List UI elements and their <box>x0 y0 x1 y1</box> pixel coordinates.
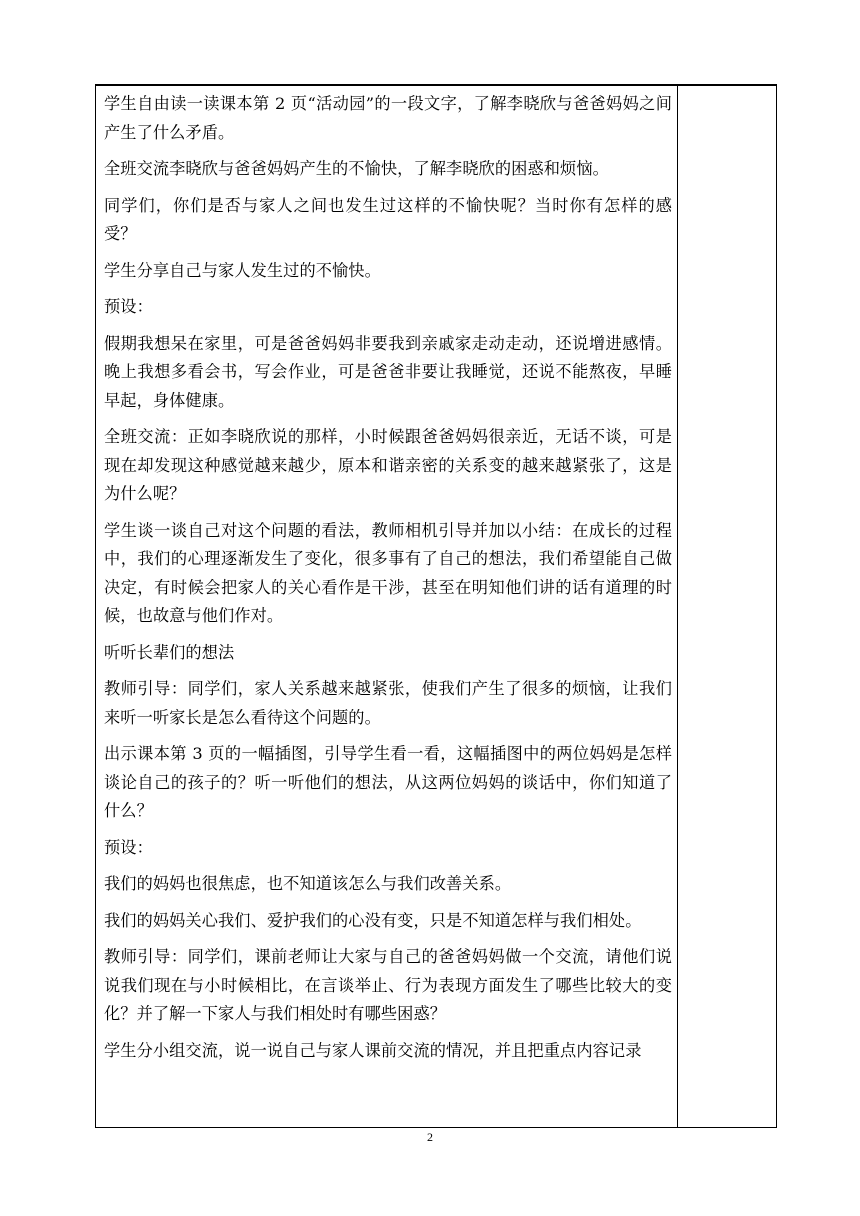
column-divider <box>677 86 678 1127</box>
paragraph: 预设： <box>104 837 153 857</box>
paragraph: 学生分享自己与家人发生过的不愉快。 <box>104 260 381 280</box>
paragraph: 全班交流李晓欣与爸爸妈妈产生的不愉快，了解李晓欣的困惑和烦恼。 <box>104 159 609 178</box>
paragraph: 我们的妈妈也很焦虑，也不知道该怎么与我们改善关系。 <box>104 874 512 893</box>
paragraph: 出示课本第 3 页的一幅插图，引导学生看一看，这幅插图中的两位妈妈是怎样谈论自己的孩子的？听一听他们的想法，从这两位妈妈的谈话中，你们知道了什么？ <box>104 744 672 820</box>
paragraph: 学生分小组交流，说一说自己与家人课前交流的情况，并且把重点内容记录 <box>104 1040 642 1060</box>
paragraph: 学生自由读一读课本第 2 页“活动园”的一段文字，了解李晓欣与爸爸妈妈之间产生了什么矛盾。 <box>104 94 672 142</box>
paragraph: 全班交流：正如李晓欣说的那样，小时候跟爸爸妈妈很亲近，无话不谈，可是现在却发现这种感觉越来越少，原本和谐亲密的关系变的越来越紧张了，这是为什么呢？ <box>104 427 672 503</box>
lesson-content-cell <box>104 90 672 1073</box>
paragraph: 学生谈一谈自己对这个问题的看法，教师相机引导并加以小结：在成长的过程中，我们的心理逐渐发生了变化，很多事有了自己的想法，我们希望能自己做决定，有时候会把家人的关心看作是干涉，甚至在明知他们讲的话有道理的时候，也故意与他们作对。 <box>104 520 672 625</box>
lesson-table <box>95 85 777 1128</box>
paragraph: 假期我想呆在家里，可是爸爸妈妈非要我到亲戚家走动走动，还说增进感情。晚上我想多看会书，写会作业，可是爸爸非要让我睡觉，还说不能熬夜，早睡早起，身体健康。 <box>104 333 672 410</box>
paragraph: 教师引导：同学们，课前老师让大家与自己的爸爸妈妈做一个交流，请他们说说我们现在与小时候相比，在言谈举止、行为表现方面发生了哪些比较大的变化？并了解一下家人与我们相处时有哪些困惑？ <box>104 947 672 1023</box>
paragraph: 同学们，你们是否与家人之间也发生过这样的不愉快呢？当时你有怎样的感受？ <box>104 195 672 243</box>
paragraph: 我们的妈妈关心我们、爱护我们的心没有变，只是不知道怎样与我们相处。 <box>104 910 642 930</box>
paragraph: 预设： <box>104 297 153 316</box>
paragraph: 教师引导：同学们，家人关系越来越紧张，使我们产生了很多的烦恼，让我们来听一听家长是怎么看待这个问题的。 <box>104 679 672 727</box>
page-number: 2 <box>427 1130 433 1144</box>
section-heading: 听听长辈们的想法 <box>104 642 235 662</box>
